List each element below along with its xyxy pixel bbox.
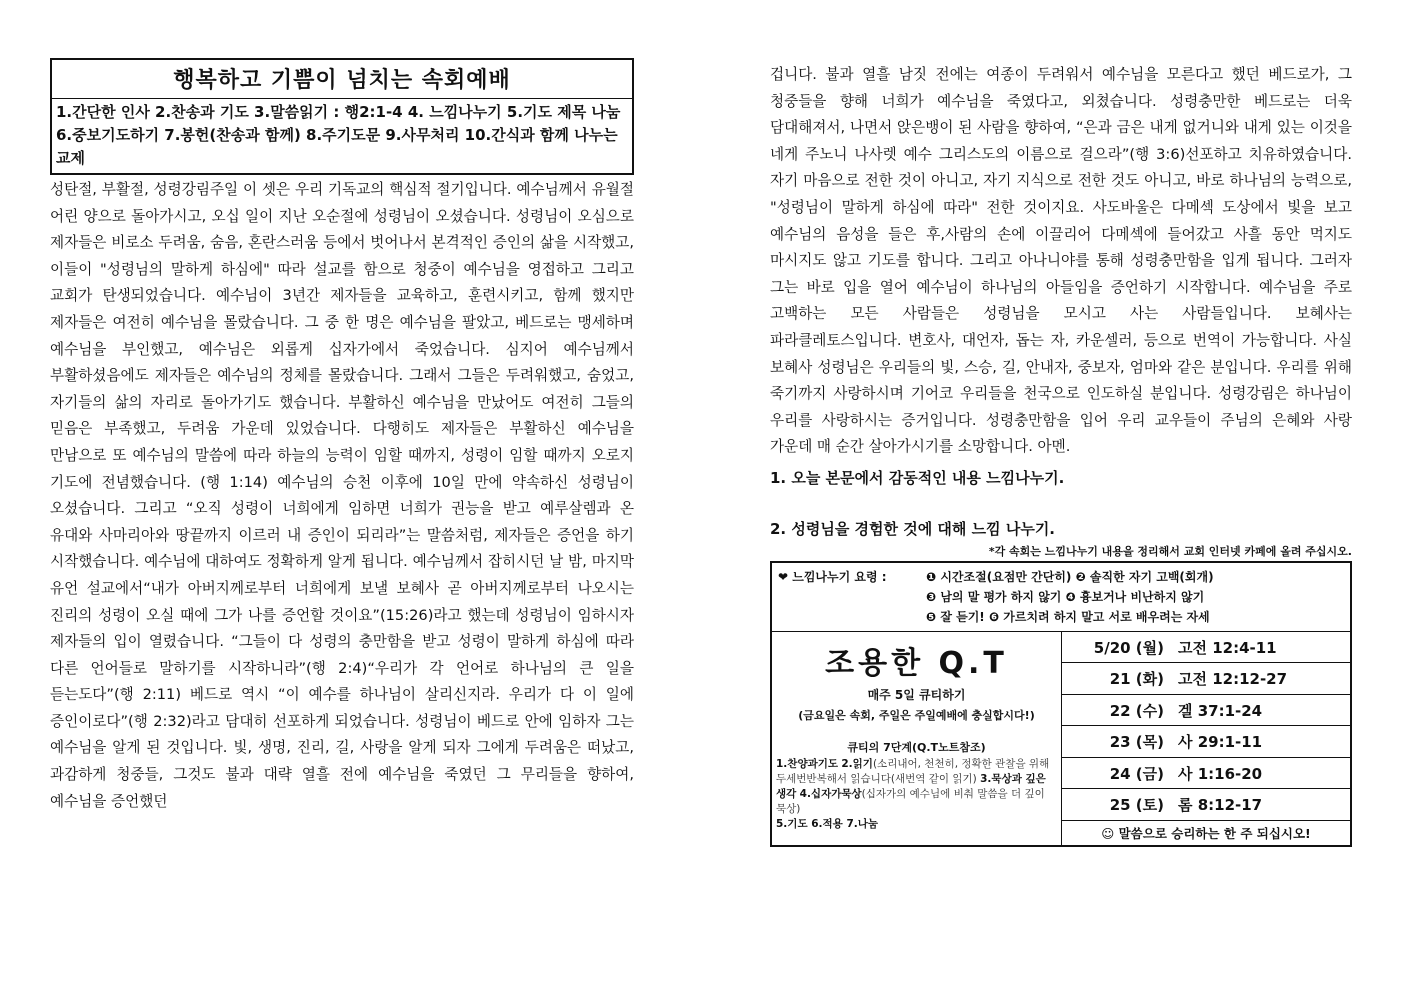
qt-schedule xyxy=(1062,632,1350,845)
schedule-passage: 고전 12:4-11 xyxy=(1178,638,1277,657)
schedule-passage: 사 29:1-11 xyxy=(1178,733,1263,752)
guide-box xyxy=(770,561,1352,847)
qt-step-3: 3.묵상과 깊은 생각 xyxy=(776,772,1046,800)
qt-step-2-detail: (소리내어, 천천히, 정확한 관찰을 위해 두세번반복해서 읽습니다(새번역 같이 읽기) xyxy=(776,757,1050,785)
schedule-row xyxy=(1062,663,1350,695)
right-column xyxy=(770,62,1352,847)
schedule-row xyxy=(1062,758,1350,790)
schedule-passage: 고전 12:12-27 xyxy=(1178,670,1288,689)
qt-step-5-7: 5.기도 6.적용 7.나눔 xyxy=(776,817,879,830)
worship-order: 1.간단한 인사 2.찬송과 기도 3.말씀읽기 : 행2:1-4 4. 느낌나누기 5.기도 제목 나눔 6.중보기도하기 7.봉헌(찬송과 함께) 8.주기도문 9.사무처리 10.간식과 함께 나누는 교제 xyxy=(56,103,621,167)
sharing-note: *각 속회는 느낌나누기 내용을 정리해서 교회 인터넷 카페에 올려 주십시오. xyxy=(988,544,1352,558)
schedule-passage: 롬 8:12-17 xyxy=(1178,796,1263,815)
left-column xyxy=(50,58,634,815)
sharing-tips xyxy=(772,563,1350,632)
qt-step-4-detail: (십자가의 예수님에 비춰 말씀을 더 깊이 묵상) xyxy=(776,787,1045,815)
schedule-date: 24 (금) xyxy=(1109,764,1164,783)
schedule-row xyxy=(1062,789,1350,821)
schedule-passage: 겔 37:1-24 xyxy=(1178,701,1263,720)
qt-step-2: 2.읽기 xyxy=(841,757,873,770)
schedule-passage: 사 1:16-20 xyxy=(1178,764,1263,783)
schedule-row xyxy=(1062,726,1350,758)
schedule-date: 22 (수) xyxy=(1109,701,1164,720)
qt-steps xyxy=(776,757,1057,832)
schedule-date: 5/20 (월) xyxy=(1093,638,1164,657)
tip-line-3: ❺ 잘 듣기! ❻ 가르치려 하지 말고 서로 배우려는 자세 xyxy=(926,609,1210,624)
qt-step-1: 1.찬양과기도 xyxy=(776,757,839,770)
page-title: 행복하고 기쁨이 넘치는 속회예배 xyxy=(52,60,632,99)
question-2: 2. 성령님을 경험한 것에 대해 느낌 나누기. xyxy=(770,519,1056,538)
qt-section xyxy=(772,632,1350,845)
sermon-text-continued: 겁니다. 불과 열흘 남짓 전에는 여종이 두려워서 예수님을 모른다고 했던 베드로가, 그 청중들을 향해 너희가 예수님을 죽였다고, 외쳤습니다. 성령충만한 베드로는 더욱 담대해져서, 나면서 앉은뱅이 된 사람을 향하여, “은과 금은 내게 없거니와 내게 있는 이것을 네게 주노니 나사렛 예수 그리스도의 이름으로 걸으라”(행 3:6)선포하고 치유하였습니다. 자기 마음으로 전한 것이 아니고, 자기 지식으로 전한 것도 아니고, 바로 하나님의 능력으로, "성령님이 말하게 하심에 따라" 전한 것이지요. 사도바울은 다메섹 도상에서 빛을 보고 예수님의 음성을 들은 후,사람의 손에 이끌리어 다메섹에 들어갔고 사흘 동안 먹지도 마시지도 않고 기도를 합니다. 그리고 아나니야를 통해 성령충만함을 입게 됩니다. 그러자 그는 바로 입을 열어 예수님이 하나님의 아들임을 증언하기 시작합니다. 예수님을 주로 고백하는 모든 사람들은 성령님을 모시고 사는 사람들입니다. 보혜사는 파라클레토스입니다. 변호사, 대언자, 돕는 자, 카운셀러, 등으로 번역이 가능합니다. 사실 보혜사 성령님은 우리들의 빛, 스승, 길, 안내자, 중보자, 엄마와 같은 분입니다. 우리를 위해 죽기까지 사랑하시며 기어코 우리들을 천국으로 인도하실 분입니다. 성령강림은 하나님이 우리를 사랑하시는 증거입니다. 성령충만함을 입어 우리 교우들이 주님의 은혜와 사랑 가운데 매 순간 살아가시기를 소망합니다. 아멘. xyxy=(770,66,1352,456)
qt-steps-title: 큐티의 7단계(Q.T노트참조) xyxy=(847,740,986,754)
schedule-row xyxy=(1062,695,1350,727)
qt-footer: ☺ 말씀으로 승리하는 한 주 되십시오! xyxy=(1101,825,1311,841)
schedule-row xyxy=(1062,632,1350,664)
schedule-date: 23 (목) xyxy=(1109,733,1164,752)
tip-line-2: ❸ 남의 말 평가 하지 않기 ❹ 흉보거나 비난하지 않기 xyxy=(926,589,1205,604)
qt-subtitle: 매주 5일 큐티하기 xyxy=(867,687,966,702)
schedule-date: 25 (토) xyxy=(1109,796,1164,815)
question-1: 1. 오늘 본문에서 감동적인 내용 느낌나누기. xyxy=(770,468,1065,487)
service-header-box xyxy=(50,58,634,175)
qt-title: 조용한 Q.T xyxy=(825,645,1008,681)
tips-label: ❤ 느낌나누기 요령 : xyxy=(778,569,887,584)
qt-note: (금요일은 속회, 주일은 주일예배에 충실합시다!) xyxy=(798,708,1035,722)
tip-line-1: ❶ 시간조절(요점만 간단히) ❷ 솔직한 자기 고백(회개) xyxy=(926,569,1214,584)
qt-step-4: 4.십자가묵상 xyxy=(799,787,862,800)
qt-info xyxy=(772,632,1062,845)
schedule-date: 21 (화) xyxy=(1109,670,1164,689)
sermon-text: 성탄절, 부활절, 성령강림주일 이 셋은 우리 기독교의 핵심적 절기입니다. 예수님께서 유월절 어린 양으로 돌아가시고, 오십 일이 지난 오순절에 성령님이 오셨습니다. 성령님이 오심으로 제자들은 비로소 두려움, 숨음, 혼란스러움 등에서 벗어나서 본격적인 증인의 삶을 시작했고, 이들이 "성령님의 말하게 하심에" 따라 설교를 함으로 청중이 예수님을 영접하고 그리고 교회가 탄생되었습니다. 예수님이 3년간 제자들을 교육하고, 훈련시키고, 함께 했지만 제자들은 여전히 예수님을 몰랐습니다. 그 중 한 명은 예수님을 팔았고, 베드로는 맹세하며 예수님을 부인했고, 예수님은 외롭게 십자가에서 죽었습니다. 심지어 예수님께서 부활하셨음에도 제자들은 예수님의 정체를 몰랐습니다. 그래서 그들은 두려워했고, 숨었고, 자기들의 삶의 자리로 돌아가기도 했습니다. 부활하신 예수님을 만났어도 여전히 그들의 믿음은 부족했고, 두려움 가운데 있었습니다. 다행히도 제자들은 부활하신 예수님을 만남으로 또 예수님의 말씀에 따라 하늘의 능력이 임할 때까지, 성령이 임할 때까지 오로지 기도에 전념했습니다. (행 1:14) 예수님의 승천 이후에 10일 만에 약속하신 성령님이 오셨습니다. 그리고 “오직 성령이 너희에게 임하면 너희가 권능을 받고 예루살렘과 온 유대와 사마리아와 땅끝까지 이르러 내 증인이 되리라”는 말씀처럼, 제자들은 증언을 하기 시작했습니다. 예수님에 대하여도 정확하게 알게 됩니다. 예수님께서 잡히시던 날 밤, 마지막 유언 설교에서“내가 아버지께로부터 너희에게 보낼 보혜사 곧 아버지께로부터 나오시는 진리의 성령이 오실 때에 그가 나를 증언할 것이요”(15:26)라고 했는데 성령님이 임하시자 제자들의 입이 열렸습니다. “그들이 다 성령의 충만함을 받고 성령이 말하게 하심에 따라 다른 언어들로 말하기를 시작하니라”(행 2:4)“우리가 각 언어로 하나님의 큰 일을 듣는도다”(행 2:11) 베드로 역시 “이 예수를 하나님이 살리신지라. 우리가 다 이 일에 증인이로다”(행 2:32)라고 담대히 선포하게 되었습니다. 성령님이 베드로 안에 임하자 그는 예수님을 알게 된 것입니다. 빛, 생명, 진리, 길, 사랑을 알게 되자 그에게 두려움은 떠났고, 과감하게 청중들, 그것도 불과 대략 열흘 전에 예수님을 죽였던 그 무리들을 향하여, 예수님을 증언했던 xyxy=(50,181,634,810)
